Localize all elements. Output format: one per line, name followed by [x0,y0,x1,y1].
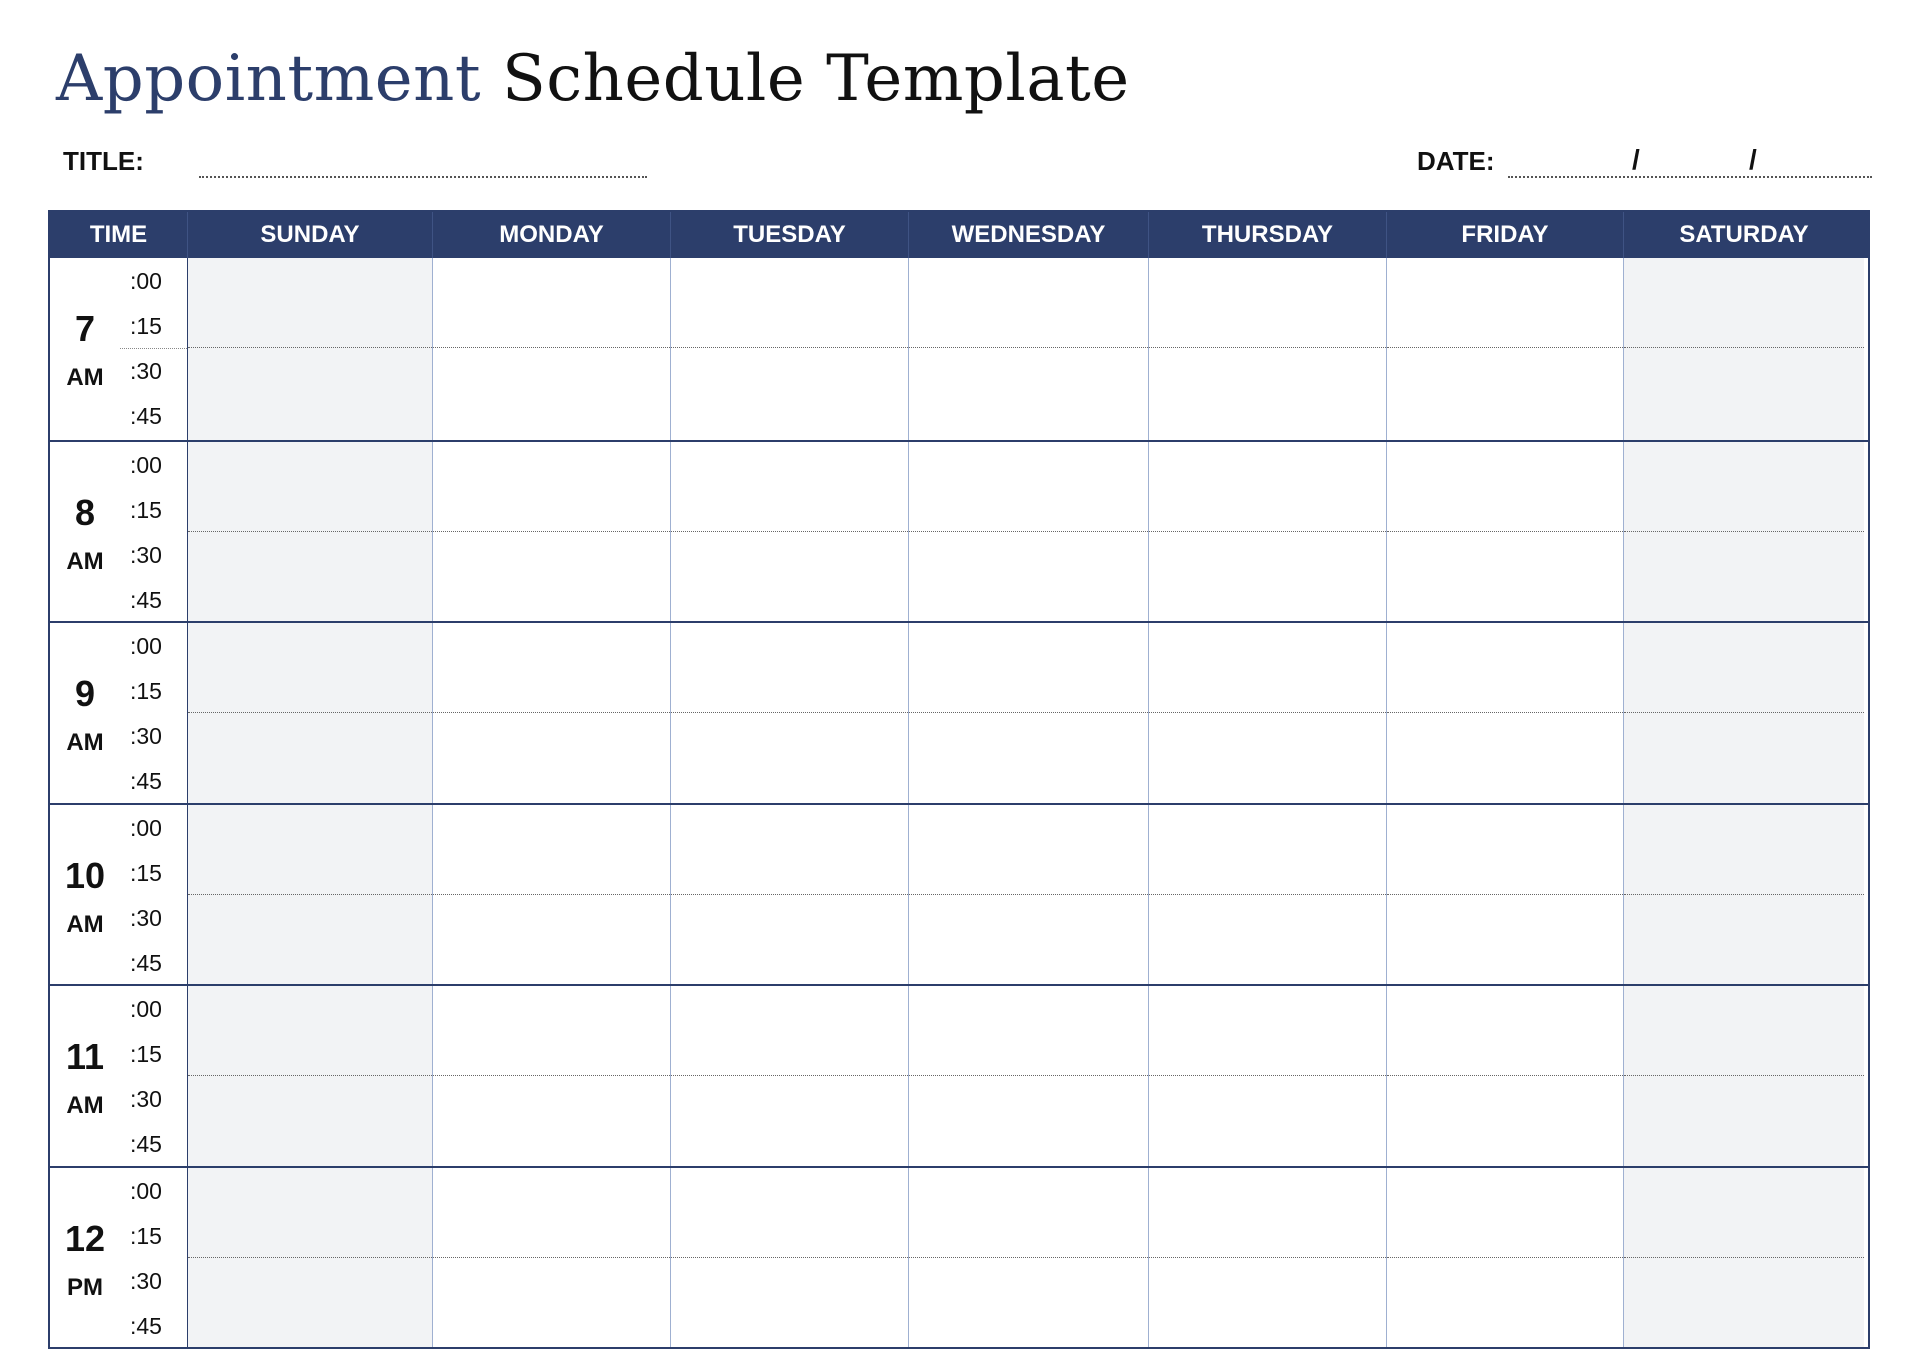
slot-tuesday[interactable] [671,258,909,440]
slot-thursday[interactable] [1149,623,1387,803]
slot-sunday[interactable] [188,442,433,622]
meridiem-label: AM [66,547,104,575]
minute-label: :15 [130,859,162,886]
half-hour-divider [1387,347,1623,348]
slot-thursday[interactable] [1149,986,1387,1166]
half-hour-divider [1387,1075,1623,1076]
minute-label: :00 [130,814,162,841]
half-hour-divider [909,894,1148,895]
slot-saturday[interactable] [1624,1168,1864,1348]
minute-label: :45 [130,1312,162,1339]
slot-thursday[interactable] [1149,258,1387,440]
minute-label: :00 [130,268,162,294]
slot-wednesday[interactable] [909,1168,1149,1348]
slot-thursday[interactable] [1149,805,1387,985]
slot-friday[interactable] [1387,442,1624,622]
half-hour-divider [188,894,432,895]
half-hour-divider [1149,894,1386,895]
half-hour-divider [433,531,670,532]
slot-monday[interactable] [433,623,671,803]
half-hour-divider [433,347,670,348]
half-hour-divider [671,894,908,895]
half-hour-divider [188,712,432,713]
slot-thursday[interactable] [1149,442,1387,622]
slot-friday[interactable] [1387,623,1624,803]
slot-saturday[interactable] [1624,258,1864,440]
time-divider [120,348,187,349]
slot-tuesday[interactable] [671,986,909,1166]
header-wednesday: WEDNESDAY [909,212,1149,258]
minute-label: :15 [130,313,162,339]
meridiem-label: PM [67,1273,103,1301]
header-tuesday: TUESDAY [671,212,909,258]
slot-wednesday[interactable] [909,258,1149,440]
meridiem-label: AM [66,729,104,756]
half-hour-divider [188,531,432,532]
header-thursday: THURSDAY [1149,212,1387,258]
slot-wednesday[interactable] [909,986,1149,1166]
slot-tuesday[interactable] [671,442,909,622]
half-hour-divider [188,347,432,348]
hour-block [50,621,1868,803]
half-hour-divider [188,1075,432,1076]
hour-number: 7 [74,308,96,349]
slot-monday[interactable] [433,986,671,1166]
minute-label: :15 [130,1041,162,1067]
header-time: TIME [50,212,188,258]
hour-number: 8 [74,491,96,533]
half-hour-divider [1624,1257,1864,1258]
half-hour-divider [909,712,1148,713]
time-cell [50,1168,188,1348]
minute-label: :30 [130,1267,162,1294]
header-row [50,212,1868,258]
slot-wednesday[interactable] [909,442,1149,622]
date-field-label: DATE: [1417,146,1495,176]
title-field-line[interactable] [199,176,647,178]
header-monday: MONDAY [433,212,671,258]
slot-tuesday[interactable] [671,623,909,803]
slot-monday[interactable] [433,442,671,622]
date-slash-1: / [1632,144,1640,175]
title-rest: Schedule Template [501,42,1130,116]
half-hour-divider [671,1257,908,1258]
slot-saturday[interactable] [1624,442,1864,622]
minute-label: :15 [130,1222,162,1249]
slot-wednesday[interactable] [909,805,1149,985]
page-title [56,44,1130,114]
slot-sunday[interactable] [188,258,433,440]
half-hour-divider [1149,531,1386,532]
minute-label: :15 [130,678,162,704]
half-hour-divider [433,712,670,713]
half-hour-divider [1149,712,1386,713]
hour-block [50,803,1868,985]
hour-number: 11 [65,1036,105,1077]
minute-label: :45 [130,1131,162,1157]
hour-number: 9 [74,673,96,714]
slot-sunday[interactable] [188,805,433,985]
hour-block [50,440,1868,622]
header-friday: FRIDAY [1387,212,1624,258]
date-slash-2: / [1749,144,1757,175]
slot-friday[interactable] [1387,805,1624,985]
slot-saturday[interactable] [1624,623,1864,803]
half-hour-divider [909,1257,1148,1258]
minute-label: :30 [130,358,162,384]
minute-label: :15 [130,496,162,523]
header-sunday: SUNDAY [188,212,433,258]
half-hour-divider [1387,1257,1623,1258]
minute-label: :45 [130,403,162,429]
half-hour-divider [1624,347,1864,348]
slot-sunday[interactable] [188,1168,433,1348]
half-hour-divider [1149,347,1386,348]
half-hour-divider [671,347,908,348]
slot-friday[interactable] [1387,986,1624,1166]
hour-block [50,258,1868,440]
time-cell [50,442,188,622]
half-hour-divider [1624,712,1864,713]
hour-block [50,984,1868,1166]
half-hour-divider [1624,531,1864,532]
slot-thursday[interactable] [1149,1168,1387,1348]
time-cell [50,623,188,803]
meridiem-label: AM [66,910,104,938]
half-hour-divider [1387,531,1623,532]
time-cell [50,986,188,1166]
slot-monday[interactable] [433,805,671,985]
half-hour-divider [433,894,670,895]
slot-friday[interactable] [1387,258,1624,440]
slot-saturday[interactable] [1624,986,1864,1166]
half-hour-divider [433,1075,670,1076]
meridiem-label: AM [66,364,104,391]
minute-label: :45 [130,768,162,794]
meridiem-label: AM [66,1092,104,1119]
half-hour-divider [1624,894,1864,895]
minute-label: :30 [130,723,162,749]
title-field-label: TITLE: [63,146,144,176]
minute-label: :00 [130,451,162,478]
half-hour-divider [433,1257,670,1258]
schedule-grid [48,210,1870,1349]
slot-tuesday[interactable] [671,1168,909,1348]
time-cell [50,805,188,985]
hour-number: 10 [64,854,106,896]
header-saturday: SATURDAY [1679,221,1809,248]
minute-label: :30 [130,1086,162,1112]
minute-label: :45 [130,949,162,976]
half-hour-divider [1387,894,1623,895]
schedule-body [50,258,1868,1347]
minute-label: :00 [130,996,162,1022]
slot-sunday[interactable] [188,986,433,1166]
half-hour-divider [909,347,1148,348]
minute-label: :00 [130,1177,162,1204]
minute-label: :00 [130,633,162,659]
half-hour-divider [1149,1257,1386,1258]
slot-monday[interactable] [433,258,671,440]
slot-tuesday[interactable] [671,805,909,985]
slot-friday[interactable] [1387,1168,1624,1348]
slot-wednesday[interactable] [909,623,1149,803]
half-hour-divider [671,531,908,532]
date-field-line[interactable] [1508,176,1872,178]
title-accent: Appointment [56,42,482,116]
half-hour-divider [1624,1075,1864,1076]
hour-number: 12 [64,1217,106,1259]
half-hour-divider [909,1075,1148,1076]
hour-block [50,1166,1868,1348]
half-hour-divider [909,531,1148,532]
half-hour-divider [1149,1075,1386,1076]
minute-label: :30 [130,904,162,931]
slot-monday[interactable] [433,1168,671,1348]
half-hour-divider [671,712,908,713]
half-hour-divider [671,1075,908,1076]
half-hour-divider [188,1257,432,1258]
minute-label: :45 [130,586,162,613]
slot-sunday[interactable] [188,623,433,803]
half-hour-divider [1387,712,1623,713]
minute-label: :30 [130,541,162,568]
slot-saturday[interactable] [1624,805,1864,985]
time-cell [50,258,188,440]
